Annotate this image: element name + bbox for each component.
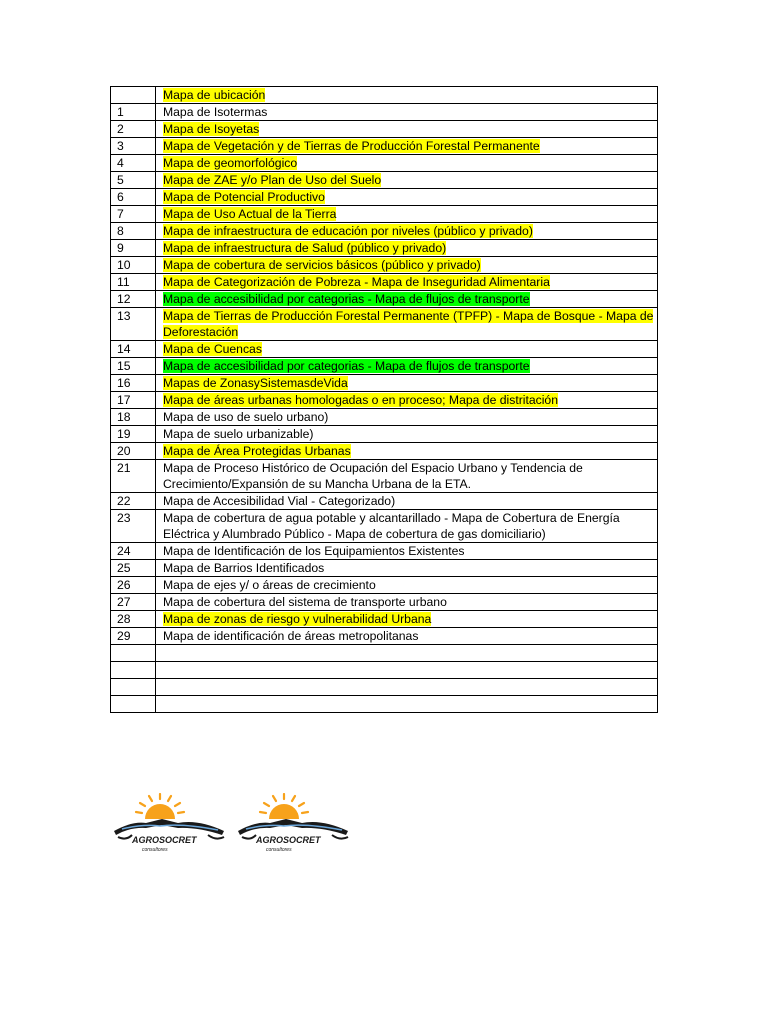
- row-number: 14: [111, 341, 156, 358]
- map-title-cell: [156, 679, 658, 696]
- row-number: 15: [111, 358, 156, 375]
- logo-subtext: consultores: [142, 847, 168, 853]
- row-number: 11: [111, 274, 156, 291]
- map-title-cell: [156, 341, 658, 358]
- table-row: [111, 628, 658, 645]
- table-row: [111, 104, 658, 121]
- row-number: [111, 662, 156, 679]
- row-number: [111, 87, 156, 104]
- map-title: Mapa de zonas de riesgo y vulnerabilidad Urbana: [163, 612, 432, 626]
- map-title-cell: [156, 611, 658, 628]
- table-row: [111, 240, 658, 257]
- map-title: Mapa de Tierras de Producción Forestal Permanente (TPFP) - Mapa de Bosque - Mapa de Deforestación: [163, 309, 654, 339]
- row-number: 9: [111, 240, 156, 257]
- row-number: 8: [111, 223, 156, 240]
- row-number: 18: [111, 409, 156, 426]
- row-number: 4: [111, 155, 156, 172]
- map-title-cell: [156, 493, 658, 510]
- map-title: Mapa de Vegetación y de Tierras de Producción Forestal Permanente: [163, 139, 540, 153]
- maps-table-body: [111, 87, 658, 713]
- company-logo: [236, 793, 354, 855]
- row-number: 2: [111, 121, 156, 138]
- table-row: [111, 291, 658, 308]
- table-row: [111, 577, 658, 594]
- table-row: [111, 172, 658, 189]
- map-title: Mapa de ejes y/ o áreas de crecimiento: [163, 578, 376, 592]
- map-title-cell: [156, 223, 658, 240]
- map-title-cell: [156, 645, 658, 662]
- map-title-cell: [156, 87, 658, 104]
- map-title: Mapa de Proceso Histórico de Ocupación del Espacio Urbano y Tendencia de Crecimiento/Expansión de su Mancha Urbana de la ETA.: [163, 461, 583, 491]
- table-row: [111, 460, 658, 493]
- row-number: 20: [111, 443, 156, 460]
- map-title-cell: [156, 696, 658, 713]
- map-title: Mapas de ZonasySistemasdeVida: [163, 376, 348, 390]
- row-number: 19: [111, 426, 156, 443]
- map-title: Mapa de geomorfológico: [163, 156, 298, 170]
- map-title-cell: [156, 257, 658, 274]
- map-title-cell: [156, 155, 658, 172]
- map-title-cell: [156, 172, 658, 189]
- logo-wordmark: AGROSOCRET: [256, 835, 321, 845]
- table-row: [111, 510, 658, 543]
- table-row: [111, 392, 658, 409]
- table-row: [111, 155, 658, 172]
- map-title: Mapa de Isoyetas: [163, 122, 260, 136]
- row-number: 27: [111, 594, 156, 611]
- table-row: [111, 223, 658, 240]
- table-row: [111, 662, 658, 679]
- map-title: Mapa de uso de suelo urbano): [163, 410, 329, 424]
- table-row: [111, 138, 658, 155]
- map-title: Mapa de infraestructura de educación por niveles (público y privado): [163, 224, 533, 238]
- table-row: [111, 358, 658, 375]
- map-title: Mapa de ZAE y/o Plan de Uso del Suelo: [163, 173, 382, 187]
- sun-mountain-logo-icon: [112, 793, 230, 855]
- table-row: [111, 443, 658, 460]
- map-title: Mapa de accesibilidad por categorias - Mapa de flujos de transporte: [163, 292, 530, 306]
- row-number: [111, 679, 156, 696]
- row-number: 17: [111, 392, 156, 409]
- map-title-cell: [156, 409, 658, 426]
- map-title-cell: [156, 375, 658, 392]
- map-title-cell: [156, 628, 658, 645]
- table-row: [111, 696, 658, 713]
- map-title-cell: [156, 189, 658, 206]
- row-number: 10: [111, 257, 156, 274]
- maps-table: [110, 86, 658, 713]
- row-number: 5: [111, 172, 156, 189]
- map-title-cell: [156, 443, 658, 460]
- table-row: [111, 341, 658, 358]
- table-row: [111, 274, 658, 291]
- map-title-cell: [156, 560, 658, 577]
- map-title: Mapa de Uso Actual de la Tierra: [163, 207, 337, 221]
- table-row: [111, 87, 658, 104]
- map-title-cell: [156, 308, 658, 341]
- table-row: [111, 308, 658, 341]
- table-row: [111, 257, 658, 274]
- row-number: 13: [111, 308, 156, 341]
- table-row: [111, 189, 658, 206]
- row-number: 25: [111, 560, 156, 577]
- map-title: Mapa de infraestructura de Salud (público y privado): [163, 241, 447, 255]
- table-row: [111, 679, 658, 696]
- map-title: Mapa de Barrios Identificados: [163, 561, 325, 575]
- map-title: Mapa de cobertura del sistema de transporte urbano: [163, 595, 447, 609]
- map-title-cell: [156, 138, 658, 155]
- row-number: 26: [111, 577, 156, 594]
- table-row: [111, 426, 658, 443]
- map-title-cell: [156, 121, 658, 138]
- row-number: 12: [111, 291, 156, 308]
- row-number: 1: [111, 104, 156, 121]
- map-title-cell: [156, 240, 658, 257]
- row-number: 6: [111, 189, 156, 206]
- map-title-cell: [156, 392, 658, 409]
- map-title-cell: [156, 577, 658, 594]
- table-row: [111, 493, 658, 510]
- map-title-cell: [156, 206, 658, 223]
- table-row: [111, 594, 658, 611]
- map-title: Mapa de Área Protegidas Urbanas: [163, 444, 351, 458]
- table-row: [111, 611, 658, 628]
- map-title: Mapa de áreas urbanas homologadas o en proceso; Mapa de distritación: [163, 393, 558, 407]
- map-title: Mapa de Identificación de los Equipamientos Existentes: [163, 544, 465, 558]
- map-title: Mapa de identificación de áreas metropolitanas: [163, 629, 419, 643]
- table-row: [111, 121, 658, 138]
- map-title-cell: [156, 460, 658, 493]
- row-number: [111, 645, 156, 662]
- map-title: Mapa de Potencial Productivo: [163, 190, 325, 204]
- logo-subtext: consultores: [266, 847, 292, 853]
- map-title-cell: [156, 291, 658, 308]
- row-number: [111, 696, 156, 713]
- table-row: [111, 543, 658, 560]
- map-title-cell: [156, 426, 658, 443]
- table-row: [111, 560, 658, 577]
- row-number: 22: [111, 493, 156, 510]
- map-title-cell: [156, 358, 658, 375]
- map-title: Mapa de suelo urbanizable): [163, 427, 314, 441]
- table-row: [111, 645, 658, 662]
- map-title: Mapa de ubicación: [163, 88, 266, 102]
- row-number: 24: [111, 543, 156, 560]
- row-number: 3: [111, 138, 156, 155]
- map-title: Mapa de cobertura de agua potable y alcantarillado - Mapa de Cobertura de Energía Eléctrica y Alumbrado Público - Mapa de cobertura de gas domiciliario): [163, 511, 620, 541]
- row-number: 7: [111, 206, 156, 223]
- table-row: [111, 206, 658, 223]
- map-title-cell: [156, 510, 658, 543]
- row-number: 21: [111, 460, 156, 493]
- table-row: [111, 409, 658, 426]
- map-title: Mapa de Categorización de Pobreza - Mapa de Inseguridad Alimentaria: [163, 275, 550, 289]
- map-title-cell: [156, 274, 658, 291]
- company-logo: [112, 793, 230, 855]
- map-title: Mapa de Accesibilidad Vial - Categorizado): [163, 494, 396, 508]
- map-title: Mapa de cobertura de servicios básicos (público y privado): [163, 258, 481, 272]
- row-number: 23: [111, 510, 156, 543]
- row-number: 29: [111, 628, 156, 645]
- row-number: 16: [111, 375, 156, 392]
- map-title-cell: [156, 594, 658, 611]
- logo-wordmark: AGROSOCRET: [132, 835, 197, 845]
- map-title: Mapa de Isotermas: [163, 105, 268, 119]
- map-title-cell: [156, 662, 658, 679]
- map-title-cell: [156, 543, 658, 560]
- map-title-cell: [156, 104, 658, 121]
- table-row: [111, 375, 658, 392]
- map-title: Mapa de Cuencas: [163, 342, 262, 356]
- sun-mountain-logo-icon: [236, 793, 354, 855]
- row-number: 28: [111, 611, 156, 628]
- map-title: Mapa de accesibilidad por categorias - Mapa de flujos de transporte: [163, 359, 530, 373]
